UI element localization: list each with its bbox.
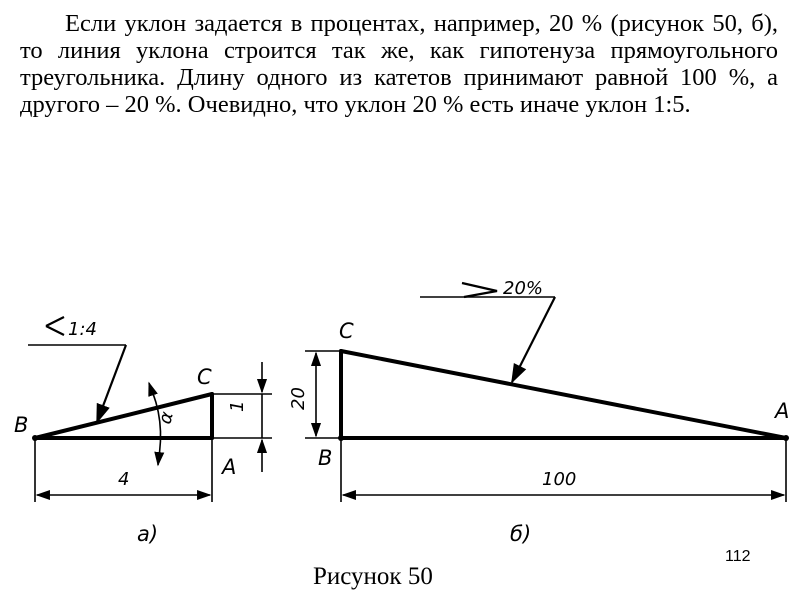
fig-b-point-c-label: C — [339, 319, 354, 343]
fig-b-sub-caption: б) — [510, 522, 532, 546]
fig-b-point-b-label: B — [318, 446, 333, 470]
fig-a-angle-arrow-bottom — [158, 455, 159, 465]
fig-b-base-dim: 100 — [542, 469, 577, 490]
fig-a-slope-line — [35, 394, 212, 438]
fig-a-point-b-label: B — [14, 413, 29, 437]
fig-a-height-dim: 1 — [227, 400, 248, 412]
fig-a-leader-arrow — [97, 345, 126, 422]
fig-b-slope-symbol — [462, 283, 497, 297]
fig-a-angle-arrow-top — [149, 383, 152, 392]
body-paragraph: Если уклон задается в процентах, например, 20 % (рисунок 50, б), то линия уклона строится так же, как гипотенуза прямоугольного треугольника. Длину одного из катетов принимают равной 100 %, а другого – 20 %. Очевидно, что уклон 20 % есть иначе уклон 1:5. — [20, 10, 778, 118]
fig-b-slope-line — [341, 351, 786, 438]
fig-a-angle-label: α — [154, 409, 178, 427]
fig-a-point-c-label: C — [197, 365, 212, 389]
fig-b-height-dim: 20 — [288, 387, 309, 410]
fig-b-slope-label: 20% — [503, 278, 544, 299]
page-number: 112 — [725, 548, 751, 565]
figure-b — [288, 278, 789, 546]
fig-a-base-dim: 4 — [118, 469, 130, 490]
fig-a-slope-label: 1:4 — [68, 319, 97, 340]
figure-a — [14, 317, 272, 546]
fig-a-point-a-label: A — [222, 455, 237, 479]
figure-caption: Рисунок 50 — [313, 563, 433, 590]
fig-a-sub-caption: а) — [137, 522, 159, 546]
fig-b-point-a-label: A — [775, 399, 790, 423]
fig-a-slope-symbol — [46, 317, 64, 335]
fig-b-leader-arrow — [512, 297, 555, 382]
